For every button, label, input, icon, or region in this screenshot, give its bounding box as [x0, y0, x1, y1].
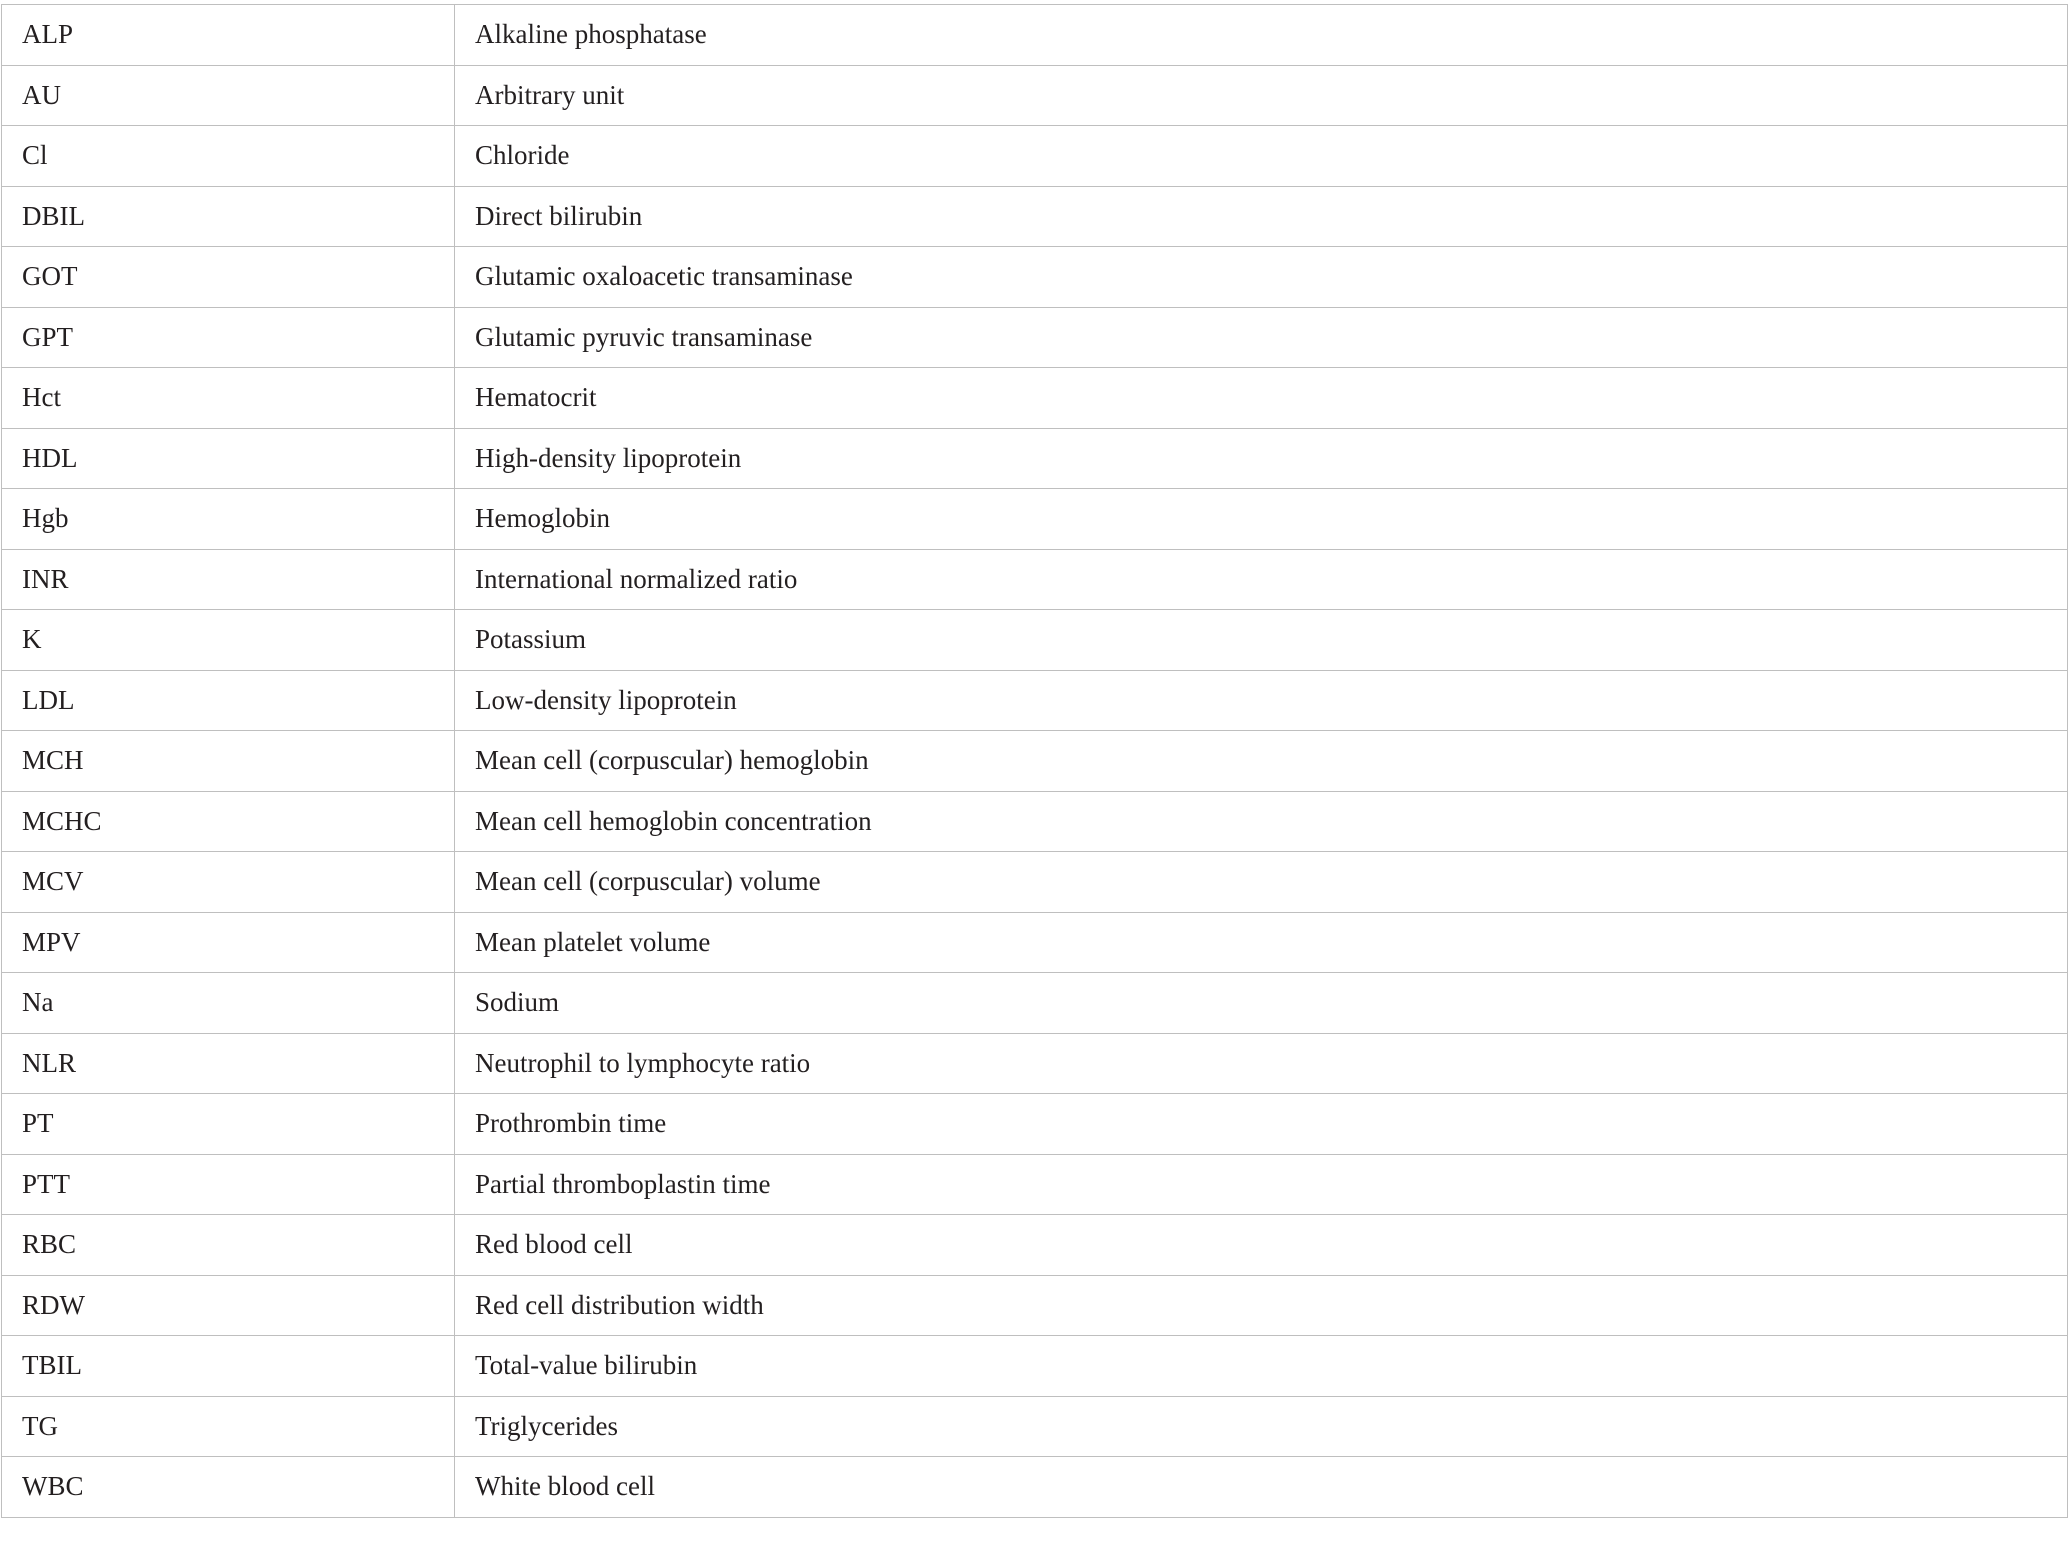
definition-cell: Mean cell (corpuscular) hemoglobin	[455, 731, 2068, 792]
definition-cell: Neutrophil to lymphocyte ratio	[455, 1033, 2068, 1094]
table-row	[2, 428, 2068, 489]
table-row	[2, 852, 2068, 913]
abbreviation-cell: DBIL	[2, 186, 455, 247]
definition-cell: Low-density lipoprotein	[455, 670, 2068, 731]
abbreviation-cell: Na	[2, 973, 455, 1034]
definition-cell: Direct bilirubin	[455, 186, 2068, 247]
abbreviation-cell: GPT	[2, 307, 455, 368]
abbreviation-cell: AU	[2, 65, 455, 126]
definition-cell: Hematocrit	[455, 368, 2068, 429]
definition-cell: Glutamic oxaloacetic transaminase	[455, 247, 2068, 308]
table-row	[2, 1275, 2068, 1336]
definition-cell: Red cell distribution width	[455, 1275, 2068, 1336]
table-row	[2, 1154, 2068, 1215]
definition-cell: Prothrombin time	[455, 1094, 2068, 1155]
abbreviation-cell: MPV	[2, 912, 455, 973]
abbreviation-cell: LDL	[2, 670, 455, 731]
abbreviation-cell: GOT	[2, 247, 455, 308]
definition-cell: Hemoglobin	[455, 489, 2068, 550]
table-row	[2, 1094, 2068, 1155]
abbreviation-cell: K	[2, 610, 455, 671]
definition-cell: Mean cell hemoglobin concentration	[455, 791, 2068, 852]
abbreviation-cell: HDL	[2, 428, 455, 489]
abbreviations-table	[1, 4, 2068, 1518]
table-row	[2, 368, 2068, 429]
table-row	[2, 912, 2068, 973]
abbreviation-cell: MCV	[2, 852, 455, 913]
definition-cell: High-density lipoprotein	[455, 428, 2068, 489]
definition-cell: Mean platelet volume	[455, 912, 2068, 973]
abbreviation-cell: INR	[2, 549, 455, 610]
table-row	[2, 65, 2068, 126]
abbreviation-cell: Hgb	[2, 489, 455, 550]
definition-cell: Red blood cell	[455, 1215, 2068, 1276]
definition-cell: Glutamic pyruvic transaminase	[455, 307, 2068, 368]
table-row	[2, 791, 2068, 852]
abbreviation-cell: RBC	[2, 1215, 455, 1276]
table-row	[2, 186, 2068, 247]
definition-cell: Mean cell (corpuscular) volume	[455, 852, 2068, 913]
table-row	[2, 126, 2068, 187]
table-row	[2, 973, 2068, 1034]
table-row	[2, 549, 2068, 610]
definition-cell: Potassium	[455, 610, 2068, 671]
definition-cell: Partial thromboplastin time	[455, 1154, 2068, 1215]
abbreviation-cell: PT	[2, 1094, 455, 1155]
definition-cell: Total-value bilirubin	[455, 1336, 2068, 1397]
table-row	[2, 1396, 2068, 1457]
abbreviation-cell: WBC	[2, 1457, 455, 1518]
table-row	[2, 1457, 2068, 1518]
abbreviation-cell: PTT	[2, 1154, 455, 1215]
table-row	[2, 1215, 2068, 1276]
table-row	[2, 5, 2068, 66]
abbreviation-cell: NLR	[2, 1033, 455, 1094]
table-row	[2, 1033, 2068, 1094]
definition-cell: Arbitrary unit	[455, 65, 2068, 126]
abbreviation-cell: Cl	[2, 126, 455, 187]
table-row	[2, 247, 2068, 308]
definition-cell: Chloride	[455, 126, 2068, 187]
table-row	[2, 489, 2068, 550]
abbreviation-cell: TG	[2, 1396, 455, 1457]
abbreviation-cell: RDW	[2, 1275, 455, 1336]
definition-cell: Triglycerides	[455, 1396, 2068, 1457]
table-row	[2, 307, 2068, 368]
definition-cell: Sodium	[455, 973, 2068, 1034]
abbreviations-table-body	[2, 5, 2068, 1518]
abbreviation-cell: ALP	[2, 5, 455, 66]
abbreviation-cell: TBIL	[2, 1336, 455, 1397]
table-row	[2, 670, 2068, 731]
table-row	[2, 731, 2068, 792]
abbreviation-cell: MCHC	[2, 791, 455, 852]
table-row	[2, 1336, 2068, 1397]
definition-cell: White blood cell	[455, 1457, 2068, 1518]
definition-cell: International normalized ratio	[455, 549, 2068, 610]
definition-cell: Alkaline phosphatase	[455, 5, 2068, 66]
table-row	[2, 610, 2068, 671]
abbreviation-cell: Hct	[2, 368, 455, 429]
abbreviation-cell: MCH	[2, 731, 455, 792]
